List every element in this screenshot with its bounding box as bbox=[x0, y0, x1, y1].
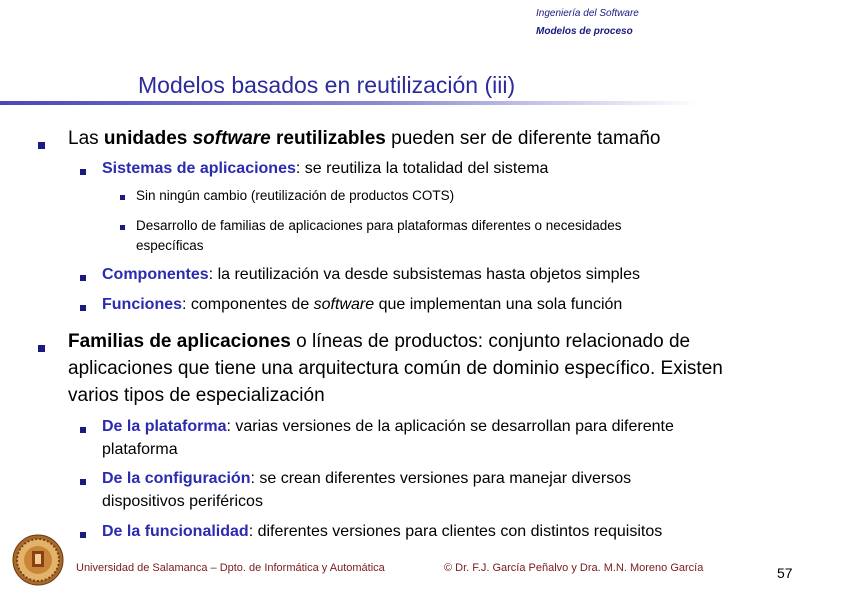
bullet-no-change: Sin ningún cambio (reutilización de productos COTS) bbox=[136, 188, 455, 203]
text: : diferentes versiones para clientes con distintos requisitos bbox=[248, 523, 663, 540]
text-bold: Familias de aplicaciones bbox=[68, 331, 291, 352]
header-course: Ingeniería del Software bbox=[536, 8, 639, 19]
text: : la reutilización va desde subsistemas hasta objetos simples bbox=[208, 266, 640, 283]
bullet-configuration-line2: dispositivos periféricos bbox=[102, 493, 263, 510]
text-bold: reutilizables bbox=[270, 128, 386, 149]
bullet-platform-line1 bbox=[102, 418, 674, 436]
bullet-platform-line2: plataforma bbox=[102, 441, 178, 458]
bullet-square-icon bbox=[80, 275, 86, 281]
text-bold: unidades bbox=[103, 128, 193, 149]
text: Las bbox=[68, 128, 104, 149]
bullet-square-icon bbox=[120, 225, 125, 230]
footer-institution: Universidad de Salamanca – Dpto. de Informática y Automática bbox=[76, 562, 385, 574]
university-seal-icon bbox=[12, 534, 64, 586]
bullet-configuration-line1 bbox=[102, 470, 631, 488]
bullet-square-icon bbox=[38, 345, 45, 352]
bullet-families-line2: específicas bbox=[136, 238, 204, 253]
text-italic: software bbox=[313, 296, 375, 313]
text: pueden ser de diferente tamaño bbox=[385, 128, 661, 149]
text: : se reutiliza la totalidad del sistema bbox=[295, 160, 549, 177]
bullet-square-icon bbox=[120, 195, 125, 200]
title-underline bbox=[0, 101, 700, 105]
term: De la plataforma bbox=[102, 418, 227, 435]
bullet-square-icon bbox=[80, 427, 86, 433]
bullet-square-icon bbox=[80, 169, 86, 175]
term: De la funcionalidad bbox=[102, 523, 249, 540]
bullet-square-icon bbox=[80, 479, 86, 485]
bullet-components bbox=[102, 266, 640, 284]
text: que implementan una sola función bbox=[374, 296, 623, 313]
term: Componentes bbox=[102, 266, 209, 283]
bullet-functionality bbox=[102, 523, 662, 541]
bullet-families-line1: Desarrollo de familias de aplicaciones para plataformas diferentes o necesidades bbox=[136, 218, 622, 233]
bullet-functions bbox=[102, 296, 622, 314]
text: o líneas de productos: conjunto relacionado de bbox=[290, 331, 691, 352]
page-number: 57 bbox=[777, 565, 793, 581]
text: : componentes de bbox=[182, 296, 314, 313]
header-topic: Modelos de proceso bbox=[536, 26, 633, 37]
bullet-app-families-line2: aplicaciones que tiene una arquitectura común de dominio específico. Existen bbox=[68, 358, 723, 379]
bullet-square-icon bbox=[80, 532, 86, 538]
bullet-application-systems bbox=[102, 160, 548, 178]
bullet-app-families-line1 bbox=[68, 331, 690, 353]
bullet-app-families-line3: varios tipos de especialización bbox=[68, 385, 325, 406]
slide-title: Modelos basados en reutilización (iii) bbox=[138, 72, 516, 98]
bullet-square-icon bbox=[38, 142, 45, 149]
text: : varias versiones de la aplicación se desarrollan para diferente bbox=[226, 418, 674, 435]
bullet-units bbox=[68, 128, 661, 150]
term: Sistemas de aplicaciones bbox=[102, 160, 296, 177]
footer-copyright: © Dr. F.J. García Peñalvo y Dra. M.N. Moreno García bbox=[444, 562, 704, 574]
text: : se crean diferentes versiones para manejar diversos bbox=[250, 470, 632, 487]
term: De la configuración bbox=[102, 470, 251, 487]
bullet-square-icon bbox=[80, 305, 86, 311]
term: Funciones bbox=[102, 296, 183, 313]
text-bold-italic: software bbox=[192, 128, 271, 149]
